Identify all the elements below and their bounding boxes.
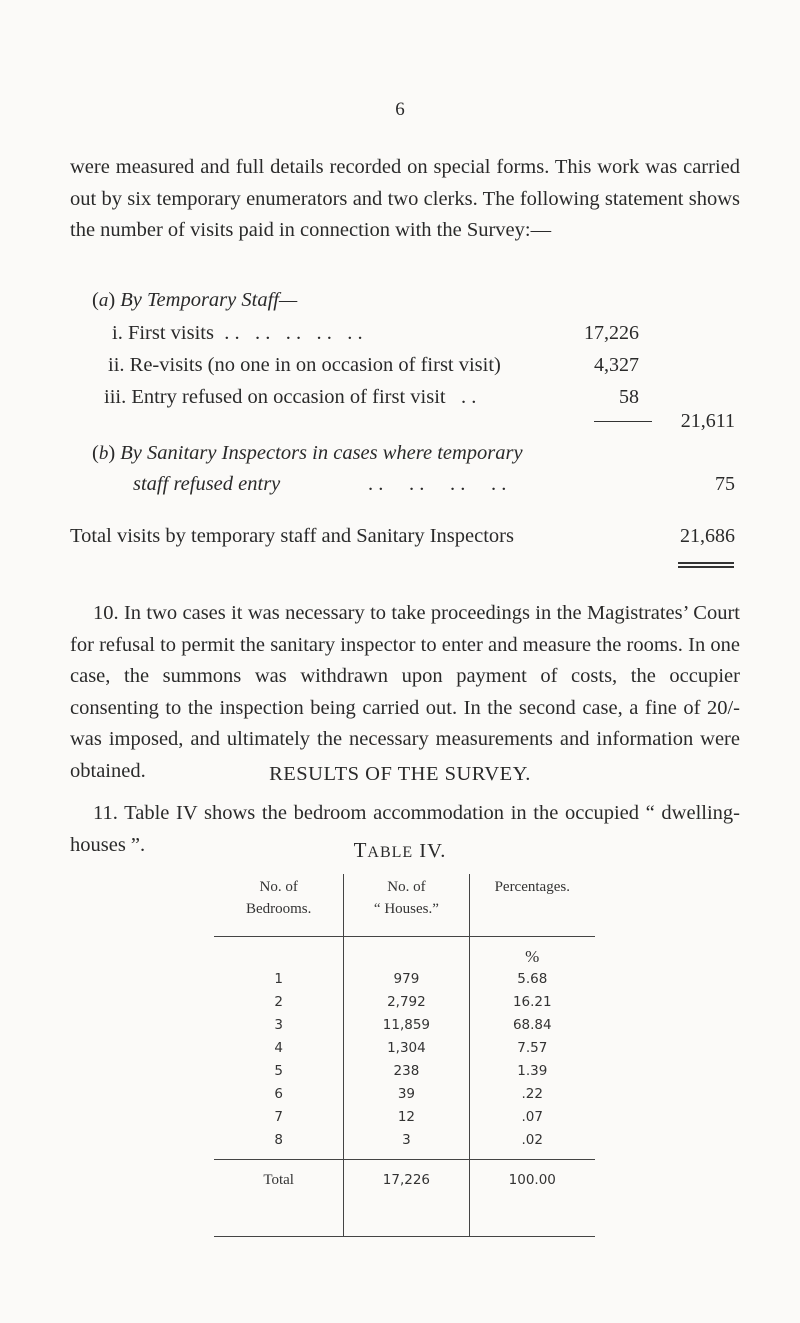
total-percentage: 100.00 (469, 1160, 595, 1237)
table-row: 3 11,859 68.84 (214, 1013, 595, 1036)
item-ii-numeral: ii. (108, 354, 125, 376)
header-houses: No. of “ Houses.” (344, 874, 469, 937)
double-rule-top (678, 562, 734, 564)
item-i-text: First visits . . . . . . . . . . (127, 322, 363, 344)
total-visits-label: Total visits by temporary staff and Sanitary Inspectors (70, 525, 514, 547)
total-label: Total (214, 1160, 344, 1237)
item-iii (104, 386, 476, 409)
item-iii-text: Entry refused on occasion of first visit . . (131, 386, 477, 408)
paragraph-10: 10. In two cases it was necessary to take proceedings in the Magistrates’ Court for refusal to permit the sanitary inspector to enter and measure the rooms. In one case, the summons was withdrawn upon payment of costs, the occupier consenting to the inspection being carried out. In the second case, a fine of 20/- was imposed, and ultimately the necessary measurements and information were obtained. (70, 602, 740, 782)
percent-symbol: % (525, 947, 540, 966)
section-a-heading (92, 289, 297, 312)
section-b-value: 75 (715, 473, 735, 495)
page-number: 6 (395, 99, 405, 120)
table-row: 1 979 5.68 (214, 967, 595, 990)
table-row: 5 238 1.39 (214, 1059, 595, 1082)
item-i (112, 322, 363, 345)
table-row: 4 1,304 7.57 (214, 1036, 595, 1059)
item-iii-value: 58 (619, 386, 639, 408)
section-b-title-line1: By Sanitary Inspectors in cases where temporary (120, 442, 523, 464)
total-visits-value: 21,686 (680, 525, 735, 547)
table-iv (214, 874, 595, 1237)
table-total-row (214, 1160, 595, 1237)
item-i-numeral: i. (112, 322, 123, 344)
table-row: 8 3 .02 (214, 1128, 595, 1160)
header-bedrooms: No. of Bedrooms. (214, 874, 344, 937)
section-a-subtotal: 21,611 (680, 410, 735, 432)
table-title-numeral: IV. (419, 840, 447, 862)
section-a-label: (a) (92, 289, 116, 311)
item-ii-text: Re-visits (no one in on occasion of first visit) (129, 354, 501, 376)
table-row: 2 2,792 16.21 (214, 990, 595, 1013)
percent-symbol-row (214, 937, 595, 968)
header-percentages: Percentages. (469, 874, 595, 937)
intro-paragraph: were measured and full details recorded on special forms. This work was carried out by six temporary enumerators and two clerks. The following statement shows the number of visits paid in connection with the Survey:— (70, 156, 740, 241)
table-title-initial: T (353, 838, 368, 862)
section-b-heading (92, 442, 523, 465)
double-rule-bottom (678, 566, 734, 568)
item-ii (108, 354, 501, 377)
table-title-rest: ABLE (367, 844, 414, 861)
item-ii-value: 4,327 (594, 354, 639, 376)
item-iii-numeral: iii. (104, 386, 127, 408)
subtotal-rule (594, 421, 652, 422)
section-b-title-line2: staff refused entry (133, 473, 281, 495)
section-b-dots: . . . . . . . . (368, 473, 507, 495)
table-row: 7 12 .07 (214, 1105, 595, 1128)
section-b-label: (b) (92, 442, 116, 464)
table-title (0, 838, 800, 863)
total-houses: 17,226 (344, 1160, 469, 1237)
paragraph-11: 11. Table IV shows the bedroom accommodation in the occupied “ dwelling-houses ”. (70, 802, 740, 856)
item-i-value: 17,226 (584, 322, 639, 344)
table-header-row (214, 874, 595, 937)
results-heading: RESULTS OF THE SURVEY. (269, 763, 531, 785)
table-row: 6 39 .22 (214, 1082, 595, 1105)
section-a-title: By Temporary Staff— (120, 289, 298, 311)
